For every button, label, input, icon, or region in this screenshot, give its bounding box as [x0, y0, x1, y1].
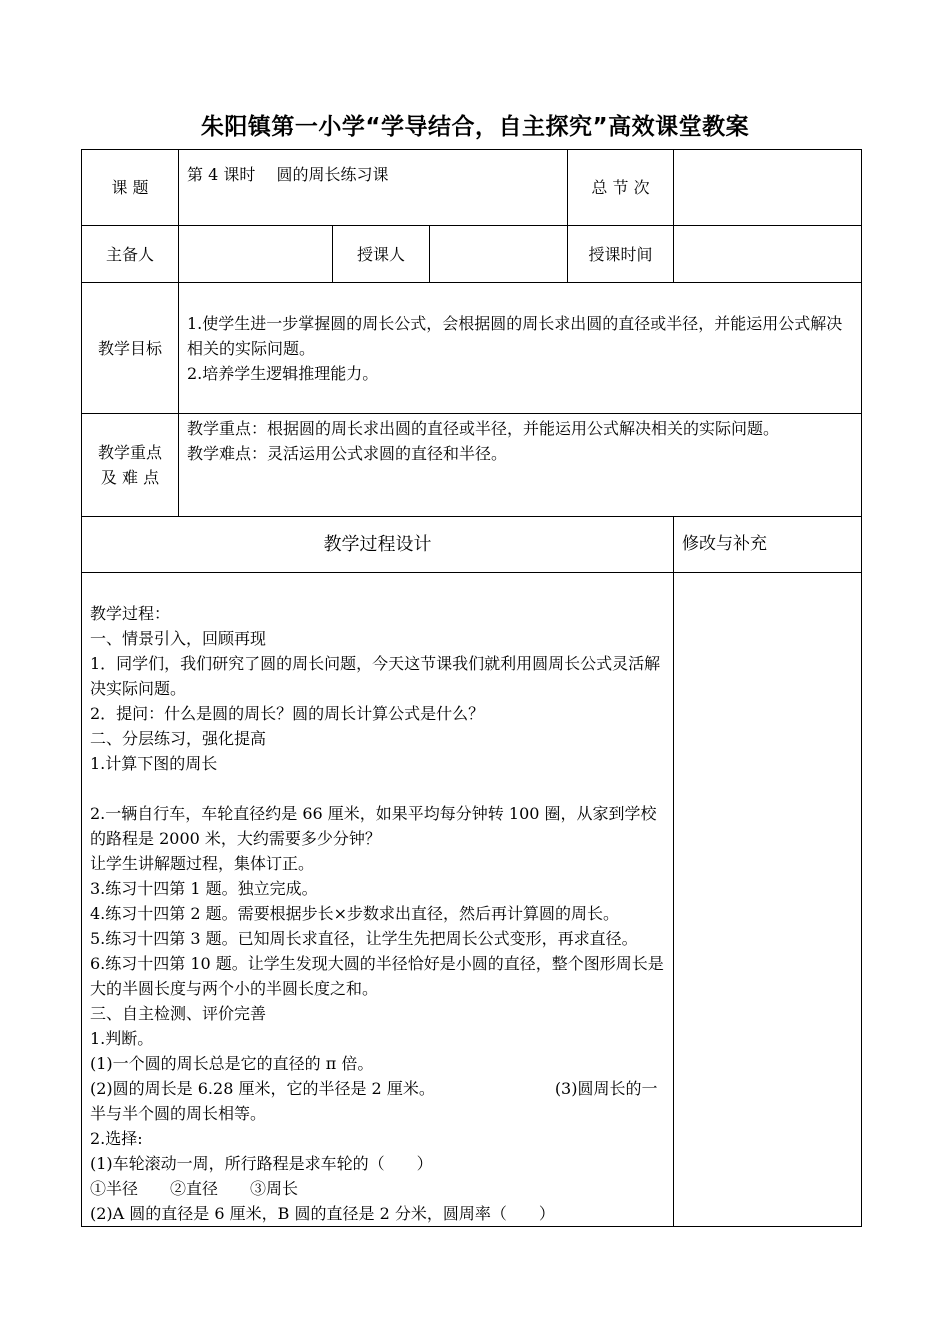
process-line: 2．提问：什么是圆的周长？圆的周长计算公式是什么？ [90, 704, 485, 723]
process-line: (1)一个圆的周长总是它的直径的 π 倍。 [90, 1054, 374, 1073]
lesson-plan-table [81, 149, 862, 1227]
process-line: (2)A 圆的直径是 6 厘米，B 圆的直径是 2 分米，圆周率（ ） [90, 1204, 555, 1223]
key-points-label: 教学重点 及 难 点 [82, 414, 179, 517]
process-header-row [82, 517, 862, 573]
process-line: 教学过程： [90, 604, 171, 623]
process-header: 教学过程设计 [82, 517, 674, 573]
notes-content [674, 573, 862, 1227]
total-sessions-value [674, 150, 862, 226]
process-line: 三、自主检测、评价完善 [90, 1004, 267, 1023]
process-line: 1.判断。 [90, 1029, 154, 1048]
process-line: 6.练习十四第 10 题。让学生发现大圆的半径恰好是小圆的直径，整个图形周长是大的半圆长度与两个小的半圆长度之和。 [90, 954, 664, 998]
process-line: (2)圆的周长是 6.28 厘米，它的半径是 2 厘米。 (3)圆周长的一半与半个圆的周长相等。 [90, 1079, 658, 1123]
preparer-value [179, 226, 333, 283]
process-body-row [82, 573, 862, 1227]
preparer-label: 主备人 [82, 226, 179, 283]
process-line: 1.计算下图的周长 [90, 754, 218, 773]
process-line: 2.选择: [90, 1129, 143, 1148]
process-line: 3.练习十四第 1 题。独立完成。 [90, 879, 318, 898]
class-time-value [674, 226, 862, 283]
figure-placeholder [90, 776, 665, 801]
process-line: 让学生讲解题过程，集体订正。 [90, 854, 315, 873]
class-time-label: 授课时间 [568, 226, 674, 283]
process-line: 一、情景引入，回顾再现 [90, 629, 267, 648]
topic-row [82, 150, 862, 226]
goal-line-1: 1.使学生进一步掌握圆的周长公式，会根据圆的周长求出圆的直径或半径，并能运用公式解决相关的实际问题。 [187, 313, 843, 358]
goals-content [179, 283, 862, 414]
difficulty-line: 教学难点：灵活运用公式求圆的直径和半径。 [187, 444, 508, 463]
teacher-label: 授课人 [333, 226, 430, 283]
process-line: (1)车轮滚动一周，所行路程是求车轮的（ ） [90, 1154, 433, 1173]
topic-label: 课 题 [82, 150, 179, 226]
notes-header: 修改与补充 [674, 517, 862, 573]
process-content [82, 573, 674, 1227]
goal-line-2: 2.培养学生逻辑推理能力。 [187, 363, 379, 383]
key-point-line: 教学重点：根据圆的周长求出圆的直径或半径，并能运用公式解决相关的实际问题。 [187, 419, 780, 438]
process-line: 2.一辆自行车，车轮直径约是 66 厘米，如果平均每分钟转 100 圈，从家到学校的路程是 2000 米，大约需要多少分钟？ [90, 804, 657, 848]
people-row [82, 226, 862, 283]
key-points-row [82, 414, 862, 517]
process-line: 二、分层练习，强化提高 [90, 729, 267, 748]
process-line: 5.练习十四第 3 题。已知周长求直径，让学生先把周长公式变形，再求直径。 [90, 929, 638, 948]
teacher-value [430, 226, 568, 283]
process-line: ①半径 ②直径 ③周长 [90, 1179, 299, 1198]
goals-row [82, 283, 862, 414]
goals-label: 教学目标 [82, 283, 179, 414]
process-line: 4.练习十四第 2 题。需要根据步长×步数求出直径，然后再计算圆的周长。 [90, 904, 620, 923]
process-line: 1．同学们，我们研究了圆的周长问题，今天这节课我们就利用圆周长公式灵活解决实际问题。 [90, 654, 661, 698]
topic-value: 第 4 课时 圆的周长练习课 [179, 150, 568, 226]
total-sessions-label: 总 节 次 [568, 150, 674, 226]
page-title: 朱阳镇第一小学“学导结合，自主探究”高效课堂教案 [200, 114, 750, 140]
key-points-content [179, 414, 862, 517]
